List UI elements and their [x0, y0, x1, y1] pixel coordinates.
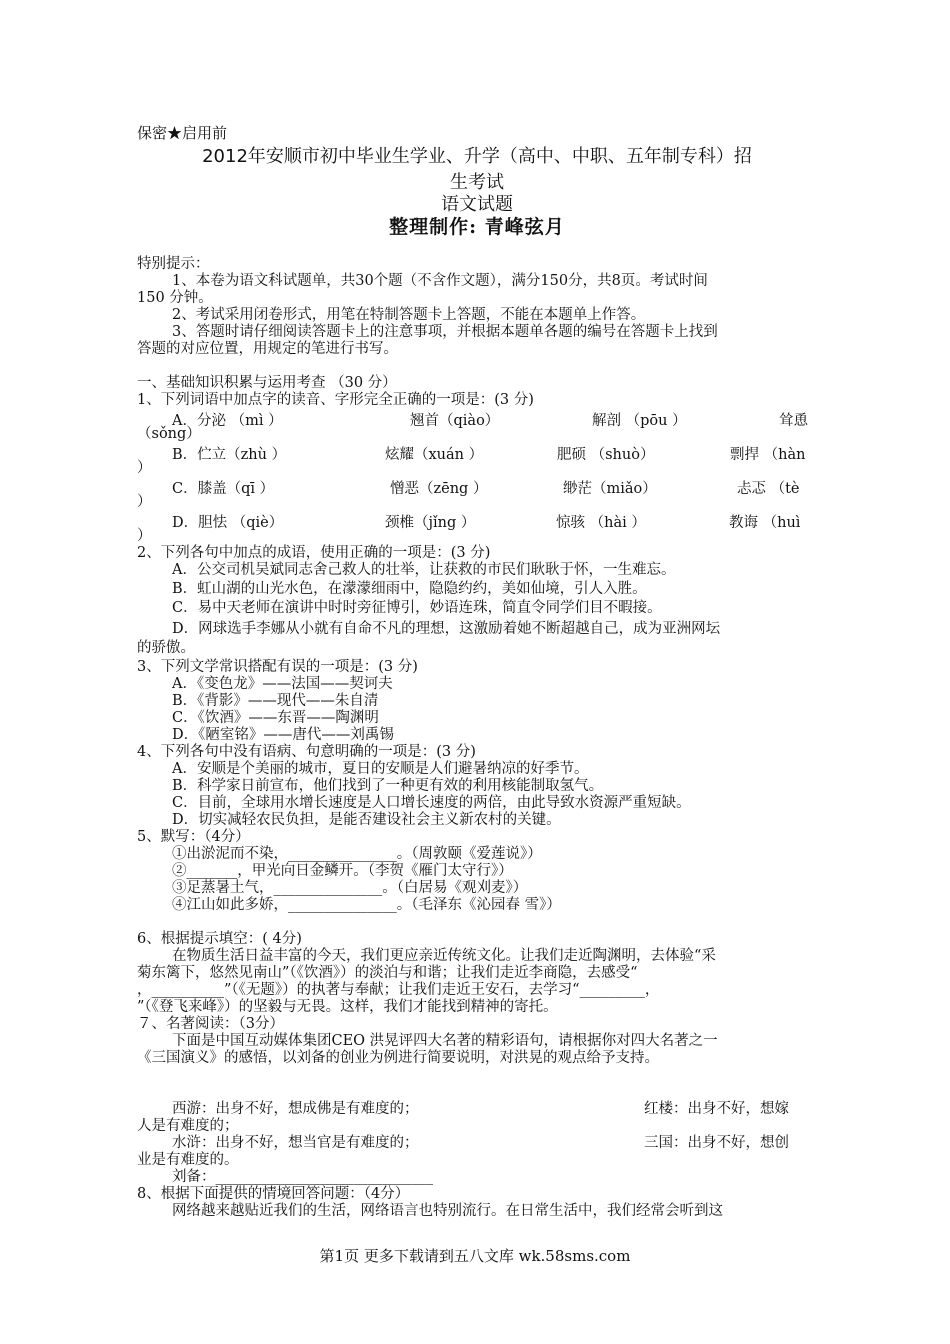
answer-line: 刘备：______________________________ [172, 1169, 433, 1185]
option-item: 教诲 （huì [729, 515, 801, 531]
option-item: 缈茫（miǎo） [563, 481, 657, 497]
exam-title: 2012年安顺市初中毕业生学业、升学（高中、中职、五年制专科）招 [202, 146, 752, 167]
fill-line: ”（《登飞来峰》）的坚毅与无畏。这样，我们才能找到精神的寄托。 [137, 999, 558, 1015]
option-row [137, 477, 817, 497]
exam-title-cont: 生考试 [450, 172, 504, 193]
confidential-label: 保密★启用前 [137, 124, 228, 142]
maker-credit: 整理制作: 青峰弦月 [389, 216, 565, 238]
option-item: B．伫立（zhù ） [172, 447, 287, 463]
question-stem: 2、下列各句中加点的成语，使用正确的一项是：(3 分) [137, 545, 491, 561]
reading-line: 《三国演义》的感悟，以刘备的创业为例进行简要说明，对洪晃的观点给予支持。 [137, 1050, 659, 1066]
situation-line: 网络越来越贴近我们的生活，网络语言也特别流行。在日常生活中，我们经常会听到这 [172, 1203, 723, 1219]
option-row [137, 511, 817, 531]
quote-line: 三国：出身不好，想创 [644, 1135, 789, 1151]
question-stem: 6、根据提示填空：( 4分) [137, 931, 302, 947]
option-item: 解剖 （pōu ） [592, 413, 687, 429]
option-item: 忐忑 （tè [737, 481, 800, 497]
option-wrap: ） [137, 528, 152, 544]
question-stem: ７、名著阅读：（3分） [137, 1016, 284, 1032]
quote-line: 红楼：出身不好，想嫁 [644, 1101, 789, 1117]
page-footer: 第1页 更多下载请到五八文库 wk.58sms.com [319, 1247, 631, 1265]
option-line: B．《背影》——现代——朱自清 [172, 693, 379, 709]
option-line: A．公交司机吴斌同志舍己救人的壮举，让获救的市民们耿耿于怀，一生难忘。 [172, 562, 676, 578]
reading-line: 下面是中国互动媒体集团CEO 洪晃评四大名著的精彩语句，请根据你对四大名著之一 [172, 1033, 718, 1049]
quote-line: 西游：出身不好，想成佛是有难度的； [172, 1101, 419, 1117]
option-item: C．膝盖（qī ） [172, 481, 275, 497]
option-line: B．科学家日前宣布，他们找到了一种更有效的利用核能制取氢气。 [172, 778, 604, 794]
fill-line: ，__________”（《无题》）的执著与奉献；让我们走近王安石，去学习“_________， [137, 982, 660, 998]
option-item: D．胆怯 （qiè） [172, 515, 284, 531]
option-item: 肥硕 （shuò） [557, 447, 655, 463]
option-row [137, 443, 817, 463]
quote-line: 人是有难度的； [137, 1118, 239, 1134]
option-wrap: ） [137, 494, 152, 510]
notice-line: 3、答题时请仔细阅读答题卡上的注意事项，并根据本题单各题的编号在答题卡上找到 [172, 324, 718, 340]
option-item: 炫耀（xuán ） [385, 447, 484, 463]
option-item: A．分泌 （mì ） [172, 413, 283, 429]
notice-line: 答题的对应位置，用规定的笔进行书写。 [137, 341, 398, 357]
option-wrap: （sǒng） [137, 426, 201, 442]
option-row [137, 409, 817, 429]
fill-line: 菊东篱下，悠然见南山”（《饮酒》）的淡泊与和谐；让我们走近李商隐，去感受“ [137, 965, 638, 981]
option-line: D．《陋室铭》——唐代——刘禹锡 [172, 727, 394, 743]
dictation-line: ③足蒸暑土气，_______________。（白居易《观刈麦》） [172, 880, 528, 896]
option-line: A．安顺是个美丽的城市，夏日的安顺是人们避暑纳凉的好季节。 [172, 761, 589, 777]
question-stem: 8、根据下面提供的情境回答问题：（4分） [137, 1186, 410, 1202]
dictation-line: ①出淤泥而不染，_______________。（周敦颐《爱莲说》） [172, 846, 542, 862]
quote-line: 业是有难度的。 [137, 1152, 239, 1168]
dictation-line: ②_______，甲光向日金鳞开。（李贺《雁门太守行》） [172, 863, 513, 879]
question-stem: 1、下列词语中加点字的读音、字形完全正确的一项是：(3 分) [137, 392, 534, 408]
option-item: 耸恿 [779, 413, 808, 429]
question-stem: 5、默写：（4分） [137, 829, 250, 845]
quote-line: 水浒：出身不好，想当官是有难度的； [172, 1135, 419, 1151]
option-item: 憎恶（zēng ） [390, 481, 488, 497]
option-line: 的骄傲。 [137, 640, 195, 656]
option-line: C．目前，全球用水增长速度是人口增长速度的两倍，由此导致水资源严重短缺。 [172, 795, 691, 811]
option-item: 翘首（qiào） [410, 413, 500, 429]
notice-heading: 特别提示： [137, 256, 210, 272]
option-line: A．《变色龙》——法国——契诃夫 [172, 676, 393, 692]
option-wrap: ） [137, 460, 152, 476]
option-line: B．虹山湖的山光水色，在濛濛细雨中，隐隐约约，美如仙境，引人入胜。 [172, 581, 647, 597]
dictation-line: ④江山如此多娇，_______________。（毛泽东《沁园春 雪》） [172, 897, 561, 913]
option-item: 颈椎（jǐng ） [385, 515, 476, 531]
exam-subtitle: 语文试题 [441, 194, 513, 215]
option-line: D．网球选手李娜从小就有自命不凡的理想，这激励着她不断超越自己，成为亚洲网坛 [172, 621, 721, 637]
question-stem: 4、下列各句中没有语病、句意明确的一项是：(3 分) [137, 744, 476, 760]
notice-line: 150 分钟。 [137, 290, 213, 306]
option-line: D．切实减轻农民负担，是能否建设社会主义新农村的关键。 [172, 812, 561, 828]
question-stem: 3、下列文学常识搭配有误的一项是：(3 分) [137, 659, 418, 675]
notice-line: 1、本卷为语文科试题单，共30个题（不含作文题），满分150分，共8页。考试时间 [172, 273, 708, 289]
fill-line: 在物质生活日益丰富的今天，我们更应亲近传统文化。让我们走近陶渊明，去体验“采 [172, 948, 716, 964]
option-item: 剽捍 （hàn [730, 447, 806, 463]
section-heading: 一、基础知识积累与运用考查 （30 分） [137, 375, 397, 391]
option-line: C．易中天老师在演讲中时时旁征博引，妙语连珠，简直令同学们目不暇接。 [172, 600, 662, 616]
option-line: C．《饮酒》——东晋——陶渊明 [172, 710, 379, 726]
option-item: 惊骇 （hài ） [556, 515, 646, 531]
notice-line: 2、考试采用闭卷形式，用笔在特制答题卡上答题，不能在本题单上作答。 [172, 307, 646, 323]
